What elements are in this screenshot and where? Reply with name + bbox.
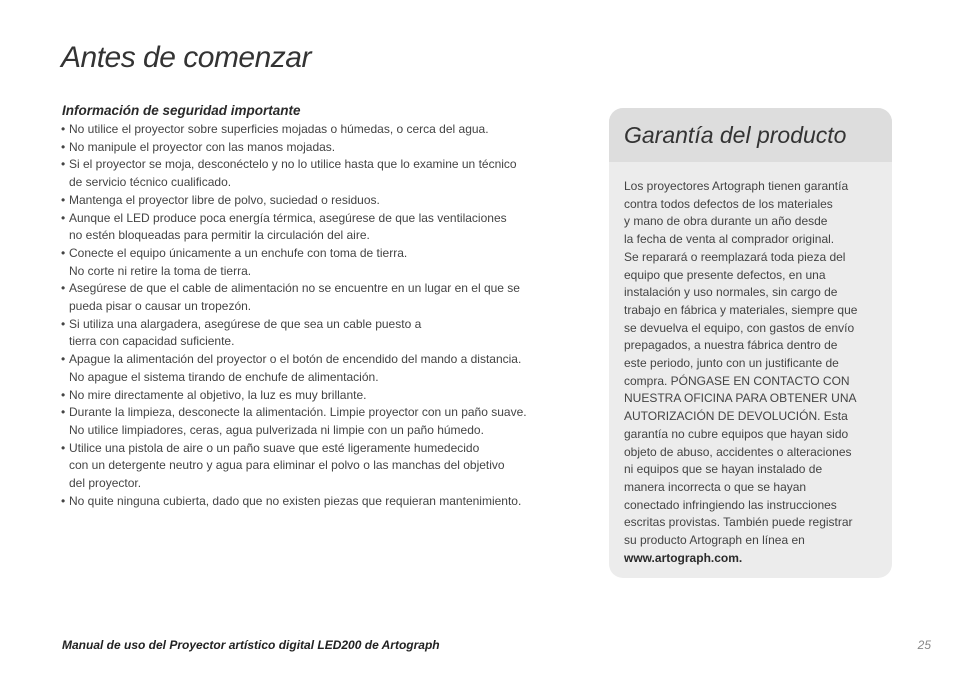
safety-list-item (62, 121, 562, 139)
safety-item-line: No utilice limpiadores, ceras, agua pulverizada ni limpie con un paño húmedo. (69, 422, 484, 437)
safety-item-line: • Aunque el LED produce poca energía térmica, asegúrese de que las ventilaciones (69, 210, 507, 225)
warranty-text-line: escritas provistas. También puede registrar (624, 515, 853, 530)
safety-list-item (62, 280, 562, 315)
safety-list-item (62, 493, 562, 511)
safety-list-item (62, 404, 562, 439)
warranty-text-line: y mano de obra durante un año desde (624, 214, 828, 229)
safety-list-item (62, 316, 562, 351)
safety-item-line: tierra con capacidad suficiente. (69, 334, 235, 349)
safety-list-item (62, 210, 562, 245)
warranty-header (609, 108, 892, 162)
safety-item-line: No corte ni retire la toma de tierra. (69, 263, 252, 278)
safety-list-item (62, 192, 562, 210)
warranty-text-line: garantía no cubre equipos que hayan sido (624, 426, 849, 441)
warranty-text-line: compra. PÓNGASE EN CONTACTO CON (624, 373, 850, 388)
warranty-text-line: prepagados, a nuestra fábrica dentro de (624, 338, 838, 353)
safety-list-item (62, 139, 562, 157)
safety-item-line: de servicio técnico cualificado. (69, 175, 232, 190)
warranty-title: Garantía del producto (624, 122, 847, 148)
warranty-text-line: AUTORIZACIÓN DE DEVOLUCIÓN. Esta (624, 409, 848, 424)
warranty-text-line: ni equipos que se hayan instalado de (624, 462, 823, 477)
safety-item-line: • No quite ninguna cubierta, dado que no existen piezas que requieran mantenimiento. (69, 493, 522, 508)
safety-item-line: • No manipule el proyector con las manos mojadas. (69, 139, 336, 154)
safety-item-line: • Asegúrese de que el cable de alimentación no se encuentre en un lugar en el que se (69, 281, 520, 296)
safety-section (62, 102, 562, 510)
page-title: Antes de comenzar (61, 41, 311, 74)
warranty-text-line: objeto de abuso, accidentes o alteraciones (624, 444, 852, 459)
warranty-body (624, 178, 886, 567)
safety-item-line: del proyector. (69, 476, 142, 491)
safety-list-item (62, 245, 562, 280)
safety-item-line: • No utilice el proyector sobre superficies mojadas o húmedas, o cerca del agua. (69, 122, 489, 136)
warranty-text-line: manera incorrecta o que se hayan (624, 479, 807, 494)
warranty-text-line: NUESTRA OFICINA PARA OBTENER UNA (624, 391, 857, 406)
warranty-website-link[interactable]: www.artograph.com. (624, 550, 743, 565)
safety-item-line: • Si el proyector se moja, desconéctelo y no lo utilice hasta que lo examine un técnico (69, 157, 517, 172)
warranty-box (609, 108, 892, 578)
safety-list-item (62, 351, 562, 386)
warranty-text-line: equipo que presente defectos, en una (624, 267, 826, 282)
warranty-text-line: instalación y uso normales, sin cargo de (624, 285, 838, 300)
safety-item-line: • Conecte el equipo únicamente a un enchufe con toma de tierra. (69, 245, 408, 260)
safety-item-line: • Utilice una pistola de aire o un paño suave que esté ligeramente humedecido (69, 440, 480, 455)
safety-list (62, 121, 562, 510)
warranty-text-line: su producto Artograph en línea en (624, 533, 805, 548)
warranty-text-line: este periodo, junto con un justificante de (624, 356, 839, 371)
safety-list-item (62, 387, 562, 405)
warranty-text-line: la fecha de venta al comprador original. (624, 232, 835, 247)
safety-item-line: • Mantenga el proyector libre de polvo, suciedad o residuos. (69, 192, 380, 207)
warranty-text-line: contra todos defectos de los materiales (624, 196, 833, 211)
warranty-text-line: se devuelva el equipo, con gastos de envío (624, 320, 855, 335)
safety-item-line: • Si utiliza una alargadera, asegúrese de que sea un cable puesto a (69, 316, 422, 331)
safety-list-item (62, 156, 562, 191)
page-number: 25 (917, 638, 931, 652)
warranty-text-line: trabajo en fábrica y materiales, siempre que (624, 302, 858, 317)
footer-manual-title: Manual de uso del Proyector artístico digital LED200 de Artograph (62, 638, 440, 652)
warranty-text-line: Se reparará o reemplazará toda pieza del (624, 249, 846, 264)
safety-item-line: • Apague la alimentación del proyector o el botón de encendido del mando a distancia. (69, 352, 522, 367)
safety-list-item (62, 440, 562, 493)
safety-item-line: con un detergente neutro y agua para eliminar el polvo o las manchas del objetivo (69, 458, 505, 473)
safety-item-line: • No mire directamente al objetivo, la luz es muy brillante. (69, 387, 367, 402)
safety-item-line: No apague el sistema tirando de enchufe de alimentación. (69, 369, 379, 384)
safety-item-line: pueda pisar o causar un tropezón. (69, 299, 252, 314)
warranty-text-line: Los proyectores Artograph tienen garantía (624, 179, 849, 193)
safety-item-line: • Durante la limpieza, desconecte la alimentación. Limpie proyector con un paño suave. (69, 405, 527, 420)
warranty-text-line: conectado infringiendo las instrucciones (624, 497, 837, 512)
safety-heading: Información de seguridad importante (62, 103, 301, 118)
safety-item-line: no estén bloqueadas para permitir la circulación del aire. (69, 228, 370, 243)
